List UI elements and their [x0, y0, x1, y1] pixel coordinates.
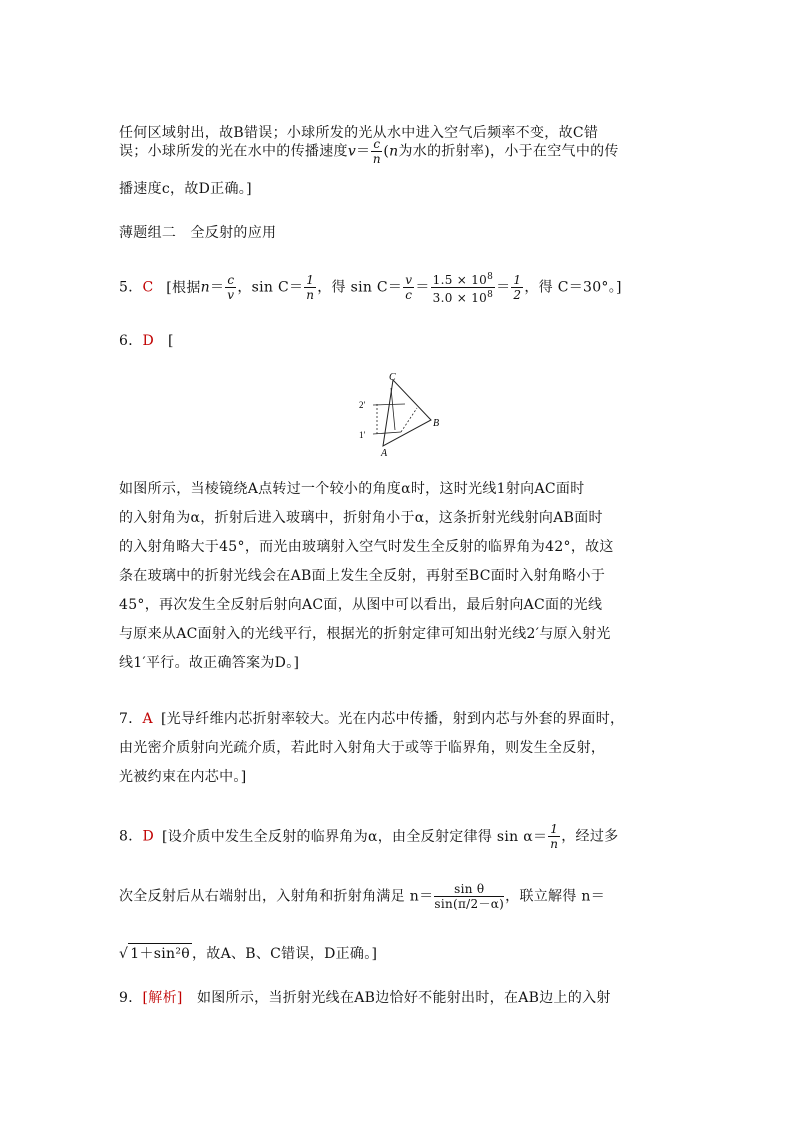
- ray-inner-2: [391, 388, 395, 430]
- label-b: B: [433, 418, 440, 429]
- fraction: $\frac{1}{n}$: [306, 273, 315, 302]
- sqrt: 1＋sin²θ: [128, 943, 192, 964]
- q6-text-line: 线1′平行。故正确答案为D。]: [119, 655, 300, 671]
- text: ＝: [356, 143, 371, 160]
- fraction: $\frac{v}{c}$: [405, 273, 413, 302]
- solution-tag: [解析]: [142, 990, 183, 1006]
- fraction: $\frac{\text{sin θ}}{\sin(\pi/2-\alpha)}$: [434, 882, 505, 911]
- fraction: $\frac{1}{n}$: [550, 822, 559, 851]
- text-line: 播速度c，故D正确。]: [119, 181, 252, 197]
- fraction: $\frac{1.5 \times 10^8}{3.0 \times 10^8}$: [432, 272, 494, 305]
- answer-letter: D: [142, 333, 155, 349]
- answer-letter: D: [142, 828, 155, 845]
- q8-line-2: 次全反射后从右端射出，入射角和折射角满足 n＝ $\frac{\text{sin θ}}{\sin(\pi/2-\alpha)}$ ，联立解得 n＝: [119, 882, 606, 911]
- fraction: $\frac{c}{v}$: [227, 273, 235, 302]
- text-line: [119, 137, 619, 166]
- prism-diagram: [355, 368, 445, 460]
- text: 误；小球所发的光在水中的传播速度: [119, 143, 348, 160]
- text: 为水的折射率)，小于在空气中的传: [398, 143, 619, 160]
- label-ray-2: 2′: [359, 400, 366, 410]
- label-c: C: [389, 372, 396, 383]
- q8-line: 8．D [设介质中发生全反射的临界角为α，由全反射定律得 sin α＝ $\frac{1}{n}$ ，经过多: [119, 822, 619, 851]
- text-line: 任何区域射出，故B错误；小球所发的光从水中进入空气后频率不变，故C错: [119, 125, 599, 141]
- fraction: $\frac{1}{2}$: [513, 273, 522, 302]
- prism-triangle: [383, 380, 431, 446]
- q6-text-line: 45°，再次发生全反射后射向AC面，从图中可以看出，最后射向AC面的光线: [119, 597, 603, 613]
- symbol: v: [347, 143, 357, 160]
- q6-text-line: 的入射角为α，折射后进入玻璃中，折射角小于α，这条折射光线射向AB面时: [119, 510, 603, 526]
- label-ray-1: 1′: [359, 430, 366, 440]
- q7-text-line: 由光密介质射向光疏介质，若此时入射角大于或等于临界角，则发生全反射，: [119, 740, 606, 756]
- q6-line: 6．D [: [119, 333, 174, 349]
- fraction: $\frac{c}{n}$: [372, 137, 381, 166]
- q7-text-line: 光被约束在内芯中。]: [119, 769, 247, 785]
- q6-text-line: 如图所示，当棱镜绕A点转过一个较小的角度α时，这时光线1射向AC面时: [119, 481, 585, 497]
- text: (: [383, 143, 390, 160]
- section-heading: 薄题组二 全反射的应用: [119, 225, 277, 241]
- answer-letter: C: [142, 279, 154, 296]
- symbol: n: [389, 143, 399, 160]
- q7-line: 7．A [光导纤维内芯折射率较大。光在内芯中传播，射到内芯与外套的界面时，: [119, 711, 625, 727]
- q9-line: 9．[解析] 如图所示，当折射光线在AB边恰好不能射出时，在AB边上的入射: [119, 990, 611, 1006]
- ray-2: [373, 404, 405, 405]
- q5-line: 5．C [根据n＝ $\frac{c}{v}$ ，sin C＝ $\frac{1}{n}$ ，得 sin C＝ $\frac{v}{c}$ ＝ $\frac{1.5 \times 10^8}{3.0 \times 10^8}$ ＝ $\frac{1}{2}$ ，得 C＝30°。]: [119, 272, 622, 305]
- q8-line-3: √ 1＋sin²θ ，故A、B、C错误，D正确。]: [119, 943, 377, 964]
- q6-text-line: 与原来从AC面射入的光线平行，根据光的折射定律可知出射光线2′与原入射光: [119, 626, 611, 642]
- q6-text-line: 的入射角略大于45°，而光由玻璃射入空气时发生全反射的临界角为42°，故这: [119, 539, 614, 555]
- answer-letter: A: [142, 711, 153, 727]
- label-a: A: [381, 448, 388, 459]
- q6-text-line: 条在玻璃中的折射光线会在AB面上发生全反射，再射至BC面时入射角略小于: [119, 568, 606, 584]
